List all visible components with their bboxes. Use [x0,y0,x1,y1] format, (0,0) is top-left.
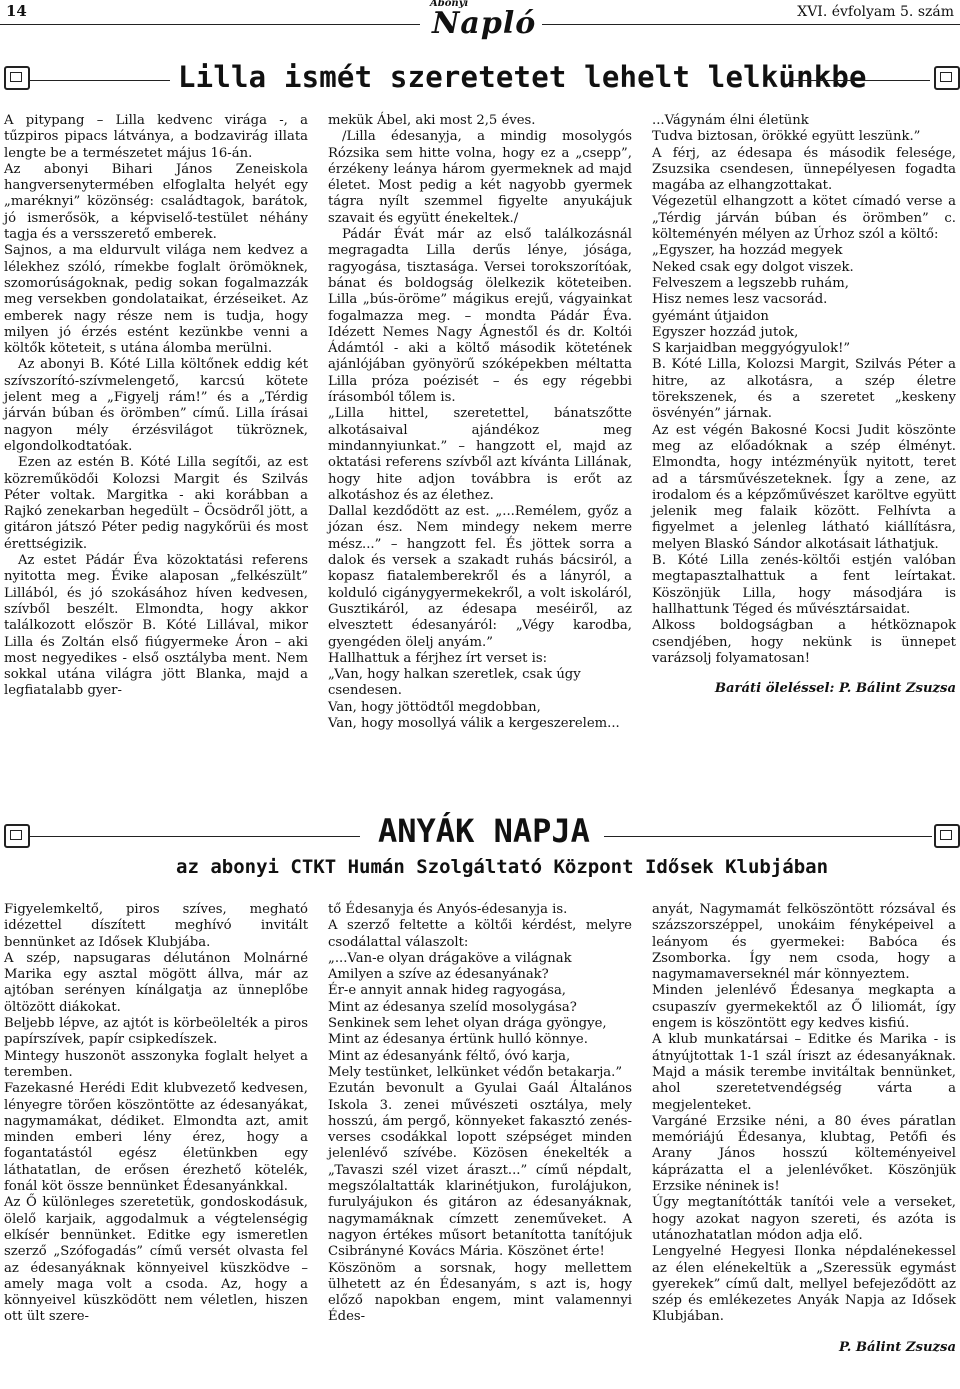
paragraph: Végezetül elhangzott a kötet címadó verse a „Térdig járván búban és örömben” c. költeményén mélyen az Úrhoz szól a költő: [652,194,956,243]
paragraph: Minden jelenlévő Édesanya megkapta a csupaszív gyermekektől az Ő liliomát, így engem is köszöntött egy kedves kisfiú. [652,983,956,1032]
article2-column-2 [328,902,632,1326]
paragraph: Hallhattuk a férjhez írt verset is: [328,650,548,666]
paragraph: anyát, Nagymamát felköszöntött rózsával és százszorszéppel, unokáim fényképeivel a leányom és gyermekei: Babóca és Zsomborka. Így nem csoda, hogy a nagymamaverseknél már könnyeztem. [652,902,956,983]
header-rule [0,24,420,25]
article2-column-3 [652,902,956,1356]
poem-line: Felveszem a legszebb ruhám, [652,275,849,291]
article1-signature: Baráti öleléssel: P. Bálint Zsuzsa [714,681,956,697]
paragraph: Mintegy huszonöt asszonyka foglalt helyet a teremben. [4,1048,308,1080]
ornament-right-icon [934,66,960,90]
poem-line: Van, hogy mosollyá válik a kergeszerelem... [328,715,620,731]
poem-line: Senkinek sem lehet olyan drága gyöngye, [328,1016,607,1032]
article1-column-1 [4,113,308,700]
ornament-right-icon [934,824,960,848]
logo-big-text: Napló [432,6,537,41]
paragraph: Az abonyi B. Kóté Lilla költőnek eddig két szívszorító-szívmelengető, karcsú kötete jelent meg a „Figyelj rám!” és a „Térdig járván búban és örömben” című. Lilla írásai nagyon mély érzésvilágot tükröznek, elgondolkodtatóak. [4,357,308,454]
title-rule [604,836,932,837]
poem-line: „...Van-e olyan drágaköve a világnak [328,950,572,966]
paragraph: Az Ő különleges szeretetük, gondoskodásuk, ölelő karjaik, aggodalmuk a végtelenségig elkísér bennünket. Editke egy ismeretlen szerző „Szófogadás” című versét olvasta fel az édesanyáknak könnyeivel küszködve – amely maga volt a csoda. Az, hogy a könnyeivel küszködött nem véletlen, hiszen ott ült szere- [4,1195,308,1325]
paragraph: Figyelemkeltő, piros szíves, megható idézettel díszített meghívó invitált bennünket az Idősek Klubjába. [4,902,308,950]
poem-line: Mint az édesanya szelíd mosolygása? [328,999,577,1015]
paragraph: Dallal kezdődött az est. „...Remélem, győz a józan ész. Nem mindegy nekem merre mész...” – hangzott fel. És jöttek sorra a dalok és versek a szakadt ruhás bácsiról, a kopasz fiatalemberekről és a lányról, a kolduló cigánygyermekekről, a volt iskoláról, Gusztikáról, az édesapa meséiről, az elvesztett édesanyáról: „Végy karodba, gyengéden ölelj anyám.” [328,504,632,650]
paragraph: B. Kóté Lilla zenés-költői estjén valóban megtapasztalhattuk a fent leírtakat. Köszönjük Lilla, hogy másodjára is hallhattunk Téged és művésztársaidat. [652,553,956,617]
paragraph: A férj, az édesapa és második felesége, Zsuzsika csendesen, ünnepélyesen fogadta magába az elhangzottakat. [652,145,956,194]
paragraph: „Lilla hittel, szeretettel, bánatszőtte alkotásaival ajándékoz meg mindannyiunkat.” – hangzott el, majd az oktatási referens szívből azt kívánta Lillának, hogy hite adjon továbbra is erőt az alkotáshoz és az élethez. [328,406,632,503]
ornament-left-icon [4,824,30,848]
poem-line: Egyszer hozzád jutok, [652,324,799,340]
page-number: 14 [6,2,27,20]
paragraph: mekük Ábel, aki most 2,5 éves. [328,113,536,128]
poem-line: Van, hogy jöttödtől megdobban, [328,699,541,715]
poem-line: gyémánt útjaidon [652,308,769,324]
paragraph: Úgy megtanítótták tanítói vele a verseket, hogy azokat nagyon szereti, és azóta is utánozhatatlan módon adja elő. [652,1195,956,1243]
paragraph: Az estet Pádár Éva közoktatási referens nyitotta meg. Évike alaposan „felkészült” Lillából, és jó szokásához híven kedvesen, szívből beszélt. Elmondta, hogy akkor találkozott először B. Kóté Lillával, mikor Lilla és Zoltán első fiúgyermeke Áron – aki most negyedikes - első osztályba ment. Nem sokkal utána világra jött Blanka, majd a legfiatalabb gyer- [4,553,308,699]
ornament-left-icon [4,66,30,90]
poem-line: „Egyszer, ha hozzád megyek [652,243,843,259]
poem-line: Amilyen a szíve az édesanyának? [328,967,549,983]
poem-line: Hisz nemes lesz vacsorád. [652,292,828,308]
paragraph: Beljebb lépve, az ajtót is körbeölelték a piros papírszívek, papír csipkedíszek. [4,1016,308,1048]
poem-line: ...Vágynám élni életünk [652,113,809,128]
paragraph: A szép, napsugaras délutánon Molnárné Marika egy asztal mögött állva, már az ajtóban serényen kínálgatja az ünneplőbe öltözött diákokat. [4,950,308,1015]
paragraph: Sajnos, a ma eldurvult világa nem kedvez a lélekhez szóló, rímekbe foglalt örömöknek, szomorúságoknak, pedig sokan fogalmazzák meg versekben gondolataikat, érzéseiket. Az emberek nagy része nem is tudja, hogy milyen jó érzés estént kezünkbe venni a költők köteteit, s utána álomba merülni. [4,243,308,357]
poem-line: Mely testünket, lelkünket védőn betakarja.” [328,1064,623,1080]
paragraph: A pitypang – Lilla kedvenc virága -, a tűzpiros pipacs látványa, a bodzavirág illata lengte be a természetet május 16-án. [4,113,308,161]
paragraph: Pádár Évát már az első találkozásnál megragadta Lilla derűs lénye, jósága, ragyogása, tisztasága. Versei torokszorítóak, bánat és boldogság ölelkezik köteteiben. Lilla „bús-öröme” mágikus erejű, vágyainkat fogalmazza meg. – mondta Pádár Éva. Idézett Nemes Nagy Ágnestől és dr. Koltói Ádámtól - aki a költő második kötetének ajánlójában gyönyörű szóképekben méltatta Lilla próza poézisét – és egy régebbi írásomból tőlem is. [328,227,632,406]
poem-line: „Van, hogy halkan szeretlek, csak úgy csendesen. [328,667,581,699]
poem-line: Neked csak egy dolgot viszek. [652,259,854,275]
paragraph: Alkoss boldogságban a hétköznapok csendjében, hogy nekünk is ünnepet varázsolj folyamatosan! [652,618,956,666]
article1-column-2 [328,113,632,732]
header-rule [542,24,960,25]
title-rule [30,80,170,81]
poem-line: Tudva biztosan, örökké együtt leszünk.” [652,129,921,145]
paragraph: A klub munkatársai – Editke és Marika - is átnyújtottak 1-1 szál íriszt az édesanyáknak. Majd a másik terembe invitáltak bennünket, ahol szeretetvendégség várta a megjelenteket. [652,1032,956,1113]
article-title: Lilla ismét szeretetet lehelt lelkünkbe [178,60,867,94]
article2-signature: P. Bálint Zsuzsa [839,1339,956,1355]
paragraph: B. Kóté Lilla, Kolozsi Margit, Szilvás Péter a hitre, az alkotásra, a szép életre törekszenek, és a szeretet „keskeny ösvényén” járnak. [652,357,956,422]
paragraph: Ezután bevonult a Gyulai Gaál Általános Iskola 3. zenei művészeti osztálya, mely hosszú, ám pergő, könnyeket fakasztó zenés-verses csodákkal lopott szépséget minden jelenlévő szívébe. Közösen énekelték a „Tavaszi szél vizet áraszt...” című népdalt, megszólaltatták klarinétjukon, furolájukon, furulyájukon és gitáron az édesanyáknak, nagymamáknak címzett zeneműveket. A nagyon értékes műsort betanította tanítójuk Csibrányné Kovács Mária. Köszönet érte! [328,1081,632,1260]
poem-line: S karjaidban meggyógyulok!” [652,341,851,357]
article-subtitle: az abonyi CTKT Humán Szolgáltató Központ Idősek Klubjában [176,856,829,878]
article1-column-3 [652,113,956,697]
poem-line: Mint az édesanyánk féltő, óvó karja, [328,1048,571,1064]
article2-column-1 [4,902,308,1326]
paragraph: Lengyelné Hegyesi Ilonka népdalénekessel az élen elénekeltük a „Szeressük egymást gyerekek” című dalt, mellyel befejeződött az szép és emlékezetes Anyák Napja az Idősek Klubjában. [652,1244,956,1325]
paragraph: A szerző feltette a költői kérdést, melyre csodálattal válaszolt: [328,918,632,950]
title-rule [30,836,360,837]
volume-label: XVI. évfolyam 5. szám [797,4,954,20]
page-header [0,0,960,42]
poem-line: Ér-e annyit annak hideg ragyogása, [328,983,566,999]
paragraph: Az est végén Bakosné Kocsi Judit köszönte meg az előadóknak a szép élményt. Elmondta, hogy intézményük nyitott, teret ad a társművészeteknek. Így a zene, az irodalom és a képzőművészet karöltve együtt jelenik meg falaik között. Felhívta a figyelmet a jelenleg látható kiállításra, melyen Blaskó Sándor alkotásait láthatjuk. [652,422,956,552]
article-title: ANYÁK NAPJA [378,812,590,850]
paragraph: Vargáné Erzsike néni, a 80 éves páratlan memóriájú Édesanya, klubtag, Petőfi és Arany János hosszú költeményeivel káprázatta el a jelenlévőket. Köszönjük Erzsike néninek is! [652,1113,956,1195]
paragraph: Ezen az estén B. Kóté Lilla segítői, az est közreműködői Kolozsi Margit és Szilvás Péter voltak. Margitka - aki korábban a Rajkó zenekarban hegedült – Öcsödről jött, a gitáron játszó Péter pedig nagykőrüi és most érettségizik. [4,455,308,552]
logo-small-text: Abonyi [430,0,469,9]
paragraph: Fazekasné Herédi Edit klubvezető kedvesen, lényegre törően köszöntötte az édesanyákat, nagymamákat, dédiket. Elmondta azt, amit minden emberi lény érez, hogy a fogantatástól egész életünkben egy láthatatlan, de erősen érezhető kötelék, fonál köt össze bennünket Édesanyánkkal. [4,1081,308,1195]
paragraph: Az abonyi Bihari János Zeneiskola hangversenytermében elfoglalta helyét egy „maréknyi” közönség: családtagok, barátok, jó ismerősök, a képviselő-testület néhány tagja és a versszerető emberek. [4,161,308,243]
paragraph: Köszönöm a sorsnak, hogy mellettem ülhetett az én Édesanyám, s azt is, hogy előző napokban engem, mint valamennyi Édes- [328,1260,632,1325]
newspaper-logo [422,0,542,40]
title-rule [790,80,930,81]
paragraph: /Lilla édesanyja, a mindig mosolygós Rózsika sem hitte volna, hogy ez a „csepp”, érzékeny leánya három gyermeknek ad majd életet. Most pedig a két nagyobb gyermek tágra nyílt szemmel figyelte anyukájuk szavait és együtt énekeltek./ [328,129,632,226]
paragraph: tő Édesanyja és Anyós-édesanyja is. [328,902,568,917]
poem-line: Mint az édesanya értünk hulló könnye. [328,1032,588,1048]
